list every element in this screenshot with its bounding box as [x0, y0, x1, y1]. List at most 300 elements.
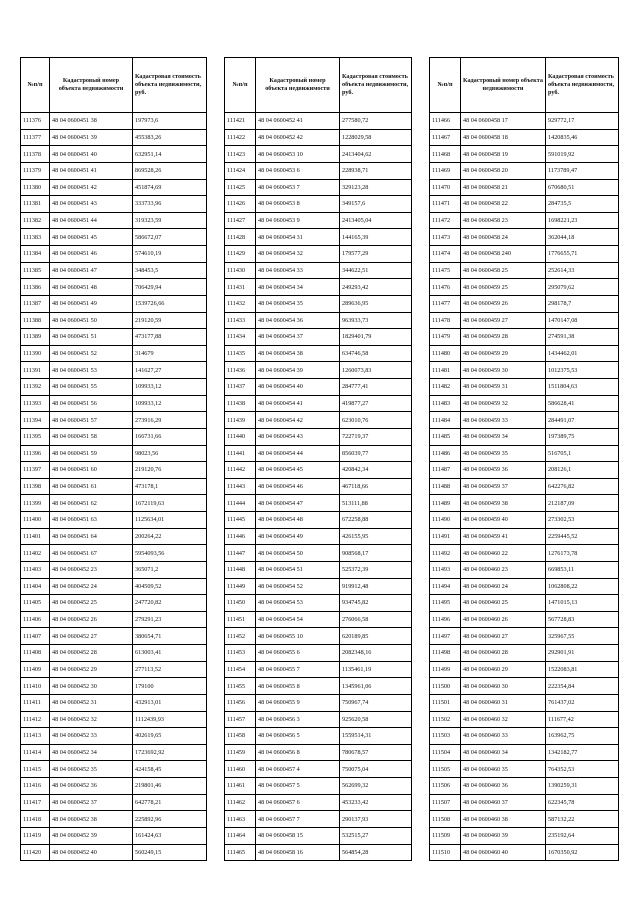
cell-cadastral-number: 48 04 0600460 40 — [461, 844, 546, 861]
table-row — [21, 329, 207, 346]
cell-cadastral-cost: 925620,58 — [340, 711, 412, 728]
header-cadastral-number: Кадастровый номер объекта недвижимости — [461, 58, 546, 113]
cell-number: 111409 — [21, 661, 50, 678]
table-row — [21, 162, 207, 179]
table-row — [225, 778, 412, 795]
header-cadastral-cost: Кадастровая стоимость объекта недвижимости, руб. — [133, 58, 207, 113]
table-row — [430, 212, 619, 229]
cell-number: 111499 — [430, 661, 461, 678]
cell-cadastral-number: 48 04 0600453 9 — [256, 212, 340, 229]
cell-cadastral-number: 48 04 0600460 33 — [461, 728, 546, 745]
table-row — [225, 113, 412, 130]
cell-number: 111395 — [21, 428, 50, 445]
cell-cadastral-cost: 1539726,66 — [133, 295, 207, 312]
cell-number: 111432 — [225, 295, 256, 312]
cadastral-table-2 — [224, 57, 412, 861]
cell-number: 111497 — [430, 628, 461, 645]
cell-number: 111444 — [225, 495, 256, 512]
cell-number: 111467 — [430, 129, 461, 146]
table-row — [430, 678, 619, 695]
table-row — [430, 728, 619, 745]
table-row — [430, 661, 619, 678]
cell-cadastral-number: 48 04 0600460 29 — [461, 661, 546, 678]
cell-number: 111423 — [225, 146, 256, 163]
cell-cadastral-number: 48 04 0600451 55 — [50, 379, 133, 396]
cell-cadastral-cost: 564854,28 — [340, 844, 412, 861]
cell-cadastral-cost: 467118,66 — [340, 478, 412, 495]
cell-cadastral-number: 48 04 0600451 40 — [50, 146, 133, 163]
cell-number: 111455 — [225, 678, 256, 695]
cell-cadastral-number: 48 04 0600452 37 — [50, 794, 133, 811]
table-row — [430, 744, 619, 761]
cell-number: 111491 — [430, 528, 461, 545]
cell-cadastral-cost: 314679 — [133, 345, 207, 362]
cell-cadastral-cost: 295079,62 — [546, 279, 619, 296]
table-row — [225, 412, 412, 429]
table-row — [21, 728, 207, 745]
cell-number: 111410 — [21, 678, 50, 695]
table-row — [225, 528, 412, 545]
cell-cadastral-cost: 208126,1 — [546, 462, 619, 479]
table-row — [225, 445, 412, 462]
cell-cadastral-cost: 200264,22 — [133, 528, 207, 545]
table-row — [225, 561, 412, 578]
cell-cadastral-number: 48 04 0600458 15 — [256, 827, 340, 844]
cell-cadastral-number: 48 04 0600453 10 — [256, 146, 340, 163]
cell-cadastral-cost: 325967,55 — [546, 628, 619, 645]
cell-cadastral-cost: 141627,27 — [133, 362, 207, 379]
cell-number: 111377 — [21, 129, 50, 146]
cell-number: 111450 — [225, 595, 256, 612]
cell-cadastral-number: 48 04 0600452 35 — [50, 761, 133, 778]
cell-number: 111509 — [430, 827, 461, 844]
table-row — [430, 295, 619, 312]
cell-number: 111441 — [225, 445, 256, 462]
table-row — [430, 694, 619, 711]
table-row — [21, 412, 207, 429]
table-row — [430, 312, 619, 329]
table-row — [21, 113, 207, 130]
cell-number: 111452 — [225, 628, 256, 645]
table-row — [21, 561, 207, 578]
table-row — [225, 229, 412, 246]
cell-cadastral-cost: 869528,26 — [133, 162, 207, 179]
cell-number: 111451 — [225, 611, 256, 628]
cell-cadastral-cost: 2413404,62 — [340, 146, 412, 163]
table-row — [225, 694, 412, 711]
cell-cadastral-cost: 277580,72 — [340, 113, 412, 130]
cell-number: 111378 — [21, 146, 50, 163]
cell-cadastral-number: 48 04 0600451 45 — [50, 229, 133, 246]
cell-cadastral-cost: 586628,41 — [546, 395, 619, 412]
cell-cadastral-number: 48 04 0600459 35 — [461, 445, 546, 462]
cell-number: 111389 — [21, 329, 50, 346]
table-row — [430, 412, 619, 429]
cell-number: 111431 — [225, 279, 256, 296]
table-row — [225, 495, 412, 512]
cell-cadastral-cost: 929772,17 — [546, 113, 619, 130]
table-row — [225, 379, 412, 396]
cell-cadastral-cost: 1511804,63 — [546, 379, 619, 396]
cell-cadastral-cost: 1776655,71 — [546, 246, 619, 263]
cell-cadastral-number: 48 04 0600455 9 — [256, 694, 340, 711]
cell-number: 111419 — [21, 827, 50, 844]
cell-cadastral-cost: 2413405,04 — [340, 212, 412, 229]
cell-number: 111482 — [430, 379, 461, 396]
table-row — [430, 827, 619, 844]
cell-cadastral-cost: 426155,95 — [340, 528, 412, 545]
cell-number: 111421 — [225, 113, 256, 130]
cell-number: 111405 — [21, 595, 50, 612]
cell-cadastral-cost: 934745,82 — [340, 595, 412, 612]
table-row — [430, 246, 619, 263]
cell-number: 111456 — [225, 694, 256, 711]
cell-cadastral-number: 48 04 0600454 32 — [256, 246, 340, 263]
table-row — [225, 761, 412, 778]
cell-number: 111408 — [21, 645, 50, 662]
cell-cadastral-number: 48 04 0600454 53 — [256, 595, 340, 612]
table-row — [21, 428, 207, 445]
cell-cadastral-cost: 455383,26 — [133, 129, 207, 146]
cell-cadastral-cost: 1012375,53 — [546, 362, 619, 379]
cell-number: 111439 — [225, 412, 256, 429]
cell-number: 111470 — [430, 179, 461, 196]
cell-cadastral-number: 48 04 0600457 6 — [256, 794, 340, 811]
cell-number: 111440 — [225, 428, 256, 445]
cell-cadastral-number: 48 04 0600460 28 — [461, 645, 546, 662]
table-row — [225, 295, 412, 312]
cell-number: 111437 — [225, 379, 256, 396]
cell-cadastral-cost: 532515,27 — [340, 827, 412, 844]
cell-cadastral-cost: 670680,51 — [546, 179, 619, 196]
cell-number: 111460 — [225, 761, 256, 778]
cell-number: 111453 — [225, 645, 256, 662]
cell-cadastral-number: 48 04 0600454 41 — [256, 395, 340, 412]
cell-number: 111416 — [21, 778, 50, 795]
cell-cadastral-cost: 247720,82 — [133, 595, 207, 612]
cell-number: 111401 — [21, 528, 50, 545]
table-row — [21, 778, 207, 795]
cell-cadastral-number: 48 04 0600451 58 — [50, 428, 133, 445]
cell-cadastral-cost: 362044,18 — [546, 229, 619, 246]
cell-cadastral-cost: 333733,96 — [133, 196, 207, 213]
table-row — [225, 711, 412, 728]
cell-number: 111503 — [430, 728, 461, 745]
cell-number: 111404 — [21, 578, 50, 595]
table-row — [21, 262, 207, 279]
cell-cadastral-cost: 1471015,13 — [546, 595, 619, 612]
cell-cadastral-cost: 420842,34 — [340, 462, 412, 479]
table-row — [430, 512, 619, 529]
cell-number: 111418 — [21, 811, 50, 828]
cell-cadastral-number: 48 04 0600458 19 — [461, 146, 546, 163]
cell-number: 111442 — [225, 462, 256, 479]
cell-cadastral-number: 48 04 0600458 240 — [461, 246, 546, 263]
cell-cadastral-cost: 284777,41 — [340, 379, 412, 396]
table-row — [225, 146, 412, 163]
cell-cadastral-cost: 225892,96 — [133, 811, 207, 828]
cell-cadastral-cost: 1173789,47 — [546, 162, 619, 179]
table-row — [225, 329, 412, 346]
cell-cadastral-number: 48 04 0600451 57 — [50, 412, 133, 429]
cell-cadastral-number: 48 04 0600451 38 — [50, 113, 133, 130]
cell-cadastral-cost: 349157,6 — [340, 196, 412, 213]
table-row — [430, 229, 619, 246]
cell-number: 111403 — [21, 561, 50, 578]
cell-number: 111438 — [225, 395, 256, 412]
cell-cadastral-number: 48 04 0600459 37 — [461, 478, 546, 495]
cell-cadastral-cost: 1670350,92 — [546, 844, 619, 861]
cell-number: 111412 — [21, 711, 50, 728]
table-row — [21, 295, 207, 312]
cell-number: 111493 — [430, 561, 461, 578]
cell-number: 111468 — [430, 146, 461, 163]
cell-cadastral-cost: 1260073,83 — [340, 362, 412, 379]
cell-cadastral-cost: 587132,22 — [546, 811, 619, 828]
cell-cadastral-number: 48 04 0600459 33 — [461, 412, 546, 429]
cell-cadastral-cost: 453233,42 — [340, 794, 412, 811]
table-row — [21, 811, 207, 828]
table-row — [430, 478, 619, 495]
cell-cadastral-number: 48 04 0600452 42 — [256, 129, 340, 146]
cell-number: 111476 — [430, 279, 461, 296]
cell-cadastral-cost: 672258,88 — [340, 512, 412, 529]
cell-cadastral-number: 48 04 0600452 34 — [50, 744, 133, 761]
cell-cadastral-cost: 1345961,06 — [340, 678, 412, 695]
cell-number: 111387 — [21, 295, 50, 312]
cell-number: 111376 — [21, 113, 50, 130]
cell-number: 111472 — [430, 212, 461, 229]
table-row — [430, 761, 619, 778]
table-row — [430, 146, 619, 163]
cell-cadastral-number: 48 04 0600451 48 — [50, 279, 133, 296]
cell-number: 111382 — [21, 212, 50, 229]
cell-cadastral-number: 48 04 0600460 32 — [461, 711, 546, 728]
cell-number: 111396 — [21, 445, 50, 462]
cell-cadastral-cost: 179100 — [133, 678, 207, 695]
cell-cadastral-cost: 1470147,08 — [546, 312, 619, 329]
cell-number: 111490 — [430, 512, 461, 529]
cell-number: 111392 — [21, 379, 50, 396]
cell-cadastral-cost: 228938,71 — [340, 162, 412, 179]
cell-cadastral-number: 48 04 0600452 40 — [50, 844, 133, 861]
cell-cadastral-cost: 404509,52 — [133, 578, 207, 595]
cell-number: 111469 — [430, 162, 461, 179]
table-row — [225, 428, 412, 445]
table-row — [21, 595, 207, 612]
table-row — [225, 478, 412, 495]
cell-cadastral-number: 48 04 0600451 53 — [50, 362, 133, 379]
table-row — [430, 844, 619, 861]
cell-cadastral-cost: 292901,91 — [546, 645, 619, 662]
cell-number: 111504 — [430, 744, 461, 761]
cell-cadastral-cost: 219120,76 — [133, 462, 207, 479]
cell-cadastral-number: 48 04 0600451 61 — [50, 478, 133, 495]
cell-number: 111399 — [21, 495, 50, 512]
cell-cadastral-cost: 279291,23 — [133, 611, 207, 628]
cell-cadastral-number: 48 04 0600460 24 — [461, 578, 546, 595]
cell-number: 111429 — [225, 246, 256, 263]
cell-cadastral-number: 48 04 0600451 39 — [50, 129, 133, 146]
cell-number: 111461 — [225, 778, 256, 795]
table-row — [21, 694, 207, 711]
table-row — [21, 146, 207, 163]
cell-cadastral-cost: 1228029,58 — [340, 129, 412, 146]
table-row — [225, 678, 412, 695]
table-row — [21, 761, 207, 778]
cell-cadastral-cost: 574610,19 — [133, 246, 207, 263]
cell-cadastral-cost: 1390259,31 — [546, 778, 619, 795]
table-row — [430, 262, 619, 279]
cell-cadastral-cost: 856039,77 — [340, 445, 412, 462]
cell-cadastral-number: 48 04 0600460 27 — [461, 628, 546, 645]
cell-cadastral-number: 48 04 0600452 36 — [50, 778, 133, 795]
cell-cadastral-cost: 329123,28 — [340, 179, 412, 196]
cell-cadastral-cost: 1559514,31 — [340, 728, 412, 745]
cell-cadastral-number: 48 04 0600460 22 — [461, 545, 546, 562]
cell-cadastral-cost: 222354,84 — [546, 678, 619, 695]
cell-cadastral-number: 48 04 0600454 48 — [256, 512, 340, 529]
cell-cadastral-cost: 451874,69 — [133, 179, 207, 196]
cell-number: 111388 — [21, 312, 50, 329]
cell-cadastral-number: 48 04 0600453 7 — [256, 179, 340, 196]
cell-cadastral-number: 48 04 0600459 31 — [461, 379, 546, 396]
cell-number: 111448 — [225, 561, 256, 578]
cell-cadastral-number: 48 04 0600460 39 — [461, 827, 546, 844]
cell-cadastral-cost: 1522083,81 — [546, 661, 619, 678]
table-row — [225, 212, 412, 229]
table-row — [430, 462, 619, 479]
cell-cadastral-cost: 1342182,77 — [546, 744, 619, 761]
cell-cadastral-number: 48 04 0600459 29 — [461, 345, 546, 362]
table-row — [225, 578, 412, 595]
cell-cadastral-number: 48 04 0600452 28 — [50, 645, 133, 662]
cell-number: 111484 — [430, 412, 461, 429]
header-cadastral-cost: Кадастровая стоимость объекта недвижимости, руб. — [340, 58, 412, 113]
cell-cadastral-number: 48 04 0600454 42 — [256, 412, 340, 429]
cell-number: 111426 — [225, 196, 256, 213]
table-row — [225, 645, 412, 662]
cell-cadastral-number: 48 04 0600460 38 — [461, 811, 546, 828]
table-row — [21, 678, 207, 695]
cell-number: 111430 — [225, 262, 256, 279]
cell-number: 111411 — [21, 694, 50, 711]
cell-cadastral-number: 48 04 0600456 8 — [256, 744, 340, 761]
cell-cadastral-number: 48 04 0600459 40 — [461, 512, 546, 529]
table-row — [21, 512, 207, 529]
cell-cadastral-cost: 1723692,92 — [133, 744, 207, 761]
cell-cadastral-number: 48 04 0600459 34 — [461, 428, 546, 445]
cell-cadastral-cost: 5954093,56 — [133, 545, 207, 562]
cell-cadastral-cost: 1672119,63 — [133, 495, 207, 512]
cell-cadastral-number: 48 04 0600456 3 — [256, 711, 340, 728]
cell-number: 111447 — [225, 545, 256, 562]
cell-cadastral-number: 48 04 0600451 44 — [50, 212, 133, 229]
cell-cadastral-number: 48 04 0600451 56 — [50, 395, 133, 412]
table-row — [430, 628, 619, 645]
cell-cadastral-cost: 276066,58 — [340, 611, 412, 628]
cell-number: 111400 — [21, 512, 50, 529]
cell-cadastral-number: 48 04 0600454 33 — [256, 262, 340, 279]
cell-cadastral-number: 48 04 0600452 38 — [50, 811, 133, 828]
cell-cadastral-number: 48 04 0600454 44 — [256, 445, 340, 462]
cell-cadastral-cost: 432913,01 — [133, 694, 207, 711]
table-row — [225, 362, 412, 379]
table-header-row — [225, 58, 412, 113]
cell-number: 111507 — [430, 794, 461, 811]
cell-number: 111502 — [430, 711, 461, 728]
cell-cadastral-number: 48 04 0600452 26 — [50, 611, 133, 628]
cell-cadastral-cost: 380654,71 — [133, 628, 207, 645]
table-row — [21, 478, 207, 495]
cell-cadastral-cost: 365071,2 — [133, 561, 207, 578]
table-row — [225, 661, 412, 678]
cell-cadastral-cost: 274591,38 — [546, 329, 619, 346]
cell-cadastral-cost: 197973,6 — [133, 113, 207, 130]
cell-number: 111420 — [21, 844, 50, 861]
cell-number: 111428 — [225, 229, 256, 246]
table-row — [225, 279, 412, 296]
cell-number: 111492 — [430, 545, 461, 562]
cell-number: 111425 — [225, 179, 256, 196]
cell-cadastral-number: 48 04 0600452 27 — [50, 628, 133, 645]
cell-cadastral-number: 48 04 0600458 24 — [461, 229, 546, 246]
cell-cadastral-number: 48 04 0600454 46 — [256, 478, 340, 495]
table-row — [21, 246, 207, 263]
cell-cadastral-cost: 1125634,01 — [133, 512, 207, 529]
cell-number: 111415 — [21, 761, 50, 778]
cell-cadastral-cost: 219801,46 — [133, 778, 207, 795]
table-row — [225, 179, 412, 196]
cell-cadastral-cost: 419877,27 — [340, 395, 412, 412]
cell-number: 111381 — [21, 196, 50, 213]
table-row — [225, 345, 412, 362]
table-row — [21, 445, 207, 462]
cell-cadastral-cost: 179577,29 — [340, 246, 412, 263]
table-row — [430, 561, 619, 578]
table-row — [21, 229, 207, 246]
cell-number: 111422 — [225, 129, 256, 146]
cell-number: 111494 — [430, 578, 461, 595]
cell-cadastral-cost: 235192,64 — [546, 827, 619, 844]
table-row — [225, 728, 412, 745]
cell-cadastral-number: 48 04 0600454 52 — [256, 578, 340, 595]
cell-number: 111463 — [225, 811, 256, 828]
cell-cadastral-number: 48 04 0600454 36 — [256, 312, 340, 329]
cell-number: 111390 — [21, 345, 50, 362]
table-row — [225, 395, 412, 412]
table-row — [430, 362, 619, 379]
cell-cadastral-number: 48 04 0600458 21 — [461, 179, 546, 196]
table-row — [21, 196, 207, 213]
cell-number: 111436 — [225, 362, 256, 379]
cell-cadastral-cost: 761437,02 — [546, 694, 619, 711]
table-row — [430, 595, 619, 612]
cell-cadastral-number: 48 04 0600454 50 — [256, 545, 340, 562]
cell-cadastral-number: 48 04 0600459 27 — [461, 312, 546, 329]
cell-cadastral-cost: 722719,37 — [340, 428, 412, 445]
table-row — [21, 528, 207, 545]
cell-cadastral-cost: 298178,7 — [546, 295, 619, 312]
cell-number: 111379 — [21, 162, 50, 179]
cell-cadastral-cost: 163962,75 — [546, 728, 619, 745]
table-row — [430, 445, 619, 462]
header-cadastral-cost: Кадастровая стоимость объекта недвижимости, руб. — [546, 58, 619, 113]
cell-number: 111407 — [21, 628, 50, 645]
cell-cadastral-number: 48 04 0600452 41 — [256, 113, 340, 130]
cell-cadastral-cost: 516705,1 — [546, 445, 619, 462]
cell-cadastral-number: 48 04 0600454 51 — [256, 561, 340, 578]
